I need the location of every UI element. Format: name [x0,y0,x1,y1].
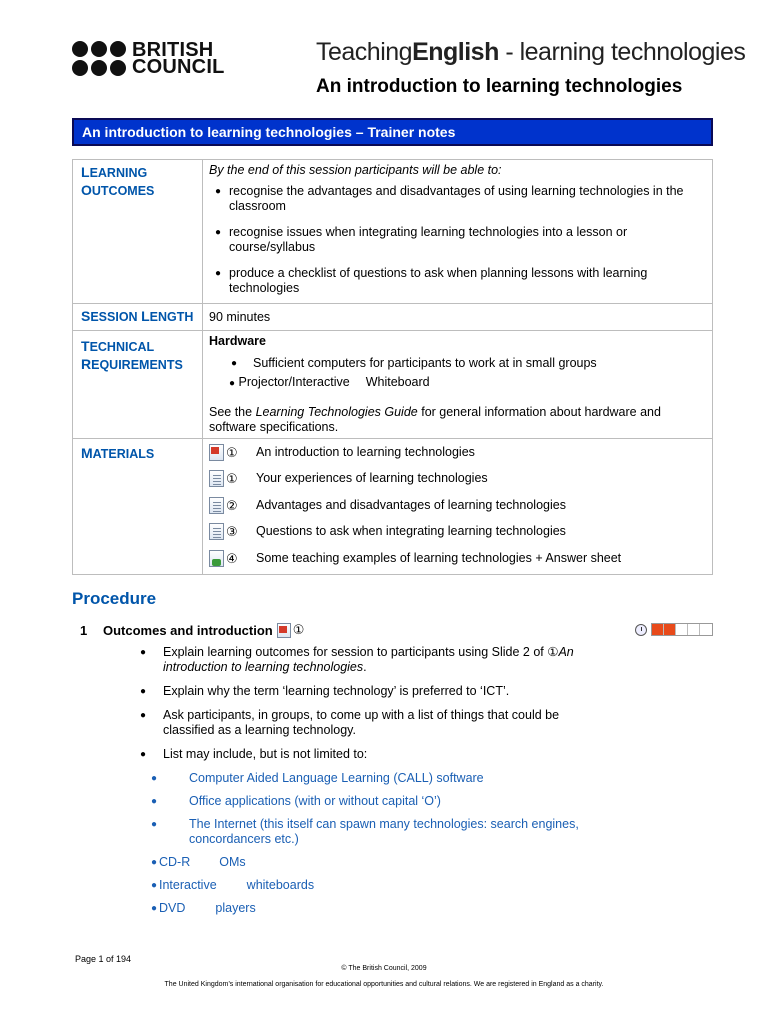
list-item: ● Explain why the term ‘learning technology’ is preferred to ‘ICT’. [140,684,510,698]
sub-list [148,771,628,924]
outcomes-row [73,160,713,304]
outcomes-intro: By the end of this session participants will be able to: [209,163,502,177]
step-heading: 1 Outcomes and introduction ① [80,622,305,638]
ppt-icon [277,623,291,638]
section-banner: An introduction to learning technologies – Trainer notes [72,118,713,146]
technical-value [203,331,713,439]
session-length-label: SESSION LENGTH [73,304,203,331]
list-item: ● Projector/Interactive Whiteboard [229,375,430,389]
list-item: ● List may include, but is not limited to: [140,747,368,761]
outcomes-value [203,160,713,304]
list-item: ● CD-R OMs [151,855,246,869]
technical-note: See the Learning Technologies Guide for general information about hardware and software specifications. [209,405,661,434]
materials-label: MATERIALS [73,439,203,575]
list-item: ● Ask participants, in groups, to come up with a list of things that could be classified as a learning technology. [140,708,560,737]
list-item[interactable]: ① Your experiences of learning technologies [209,466,706,493]
brand-title: TeachingEnglish - learning technologies [316,38,746,66]
footer-tagline: The United Kingdom’s international organisation for educational opportunities and cultural relations. We are registered in England as a charity. [164,981,604,988]
doc-icon [209,470,224,487]
procedure-list [136,645,606,771]
logo-text: BRITISH COUNCIL [132,38,225,78]
list-item: ● The Internet (this itself can spawn many technologies: search engines, concordancers etc.) [151,817,579,846]
time-bar [651,623,713,636]
list-item[interactable]: ② Advantages and disadvantages of learning technologies [209,492,706,519]
list-item[interactable]: ① An introduction to learning technologies [209,439,706,466]
doc-icon [209,523,224,540]
session-length-value: 90 minutes [203,304,713,331]
step-timer [635,623,713,636]
technical-row [73,331,713,439]
list-item: ● Office applications (with or without capital ‘O’) [151,794,441,808]
list-item: ● Computer Aided Language Learning (CALL) software [151,771,484,785]
technical-label: TECHNICAL REQUIREMENTS [73,331,203,439]
hardware-heading: Hardware [209,334,266,348]
xls-icon [209,550,224,567]
document-title: An introduction to learning technologies [316,76,683,97]
list-item: ● Sufficient computers for participants to work at in small groups [231,356,597,370]
session-info-table [72,159,713,575]
list-item: ● produce a checklist of questions to ask when planning lessons with learning technologies [215,266,648,295]
logo-dots-icon [72,41,126,76]
outcomes-label: LEARNING OUTCOMES [73,160,203,304]
step-material-link[interactable]: ① [277,622,305,638]
page-number: Page 1 of 194 [75,954,132,964]
list-item: ● recognise issues when integrating learning technologies into a lesson or course/syllabus [215,225,628,254]
list-item[interactable]: ④ Some teaching examples of learning technologies + Answer sheet [209,545,706,572]
copyright: © The British Council, 2009 [341,965,427,972]
materials-row [73,439,713,575]
clock-icon [635,624,647,636]
british-council-logo [72,38,225,78]
list-item: ● DVD players [151,901,256,915]
list-item: ● recognise the advantages and disadvantages of using learning technologies in the classroom [215,184,684,213]
list-item: ● Explain learning outcomes for session to participants using Slide 2 of ①An introduction to learning technologies. [140,645,574,674]
materials-value [203,439,713,575]
procedure-heading: Procedure [72,589,157,608]
session-length-row [73,304,713,331]
ppt-icon [209,444,224,461]
list-item: ● Interactive whiteboards [151,878,315,892]
list-item[interactable]: ③ Questions to ask when integrating learning technologies [209,519,706,546]
doc-icon [209,497,224,514]
